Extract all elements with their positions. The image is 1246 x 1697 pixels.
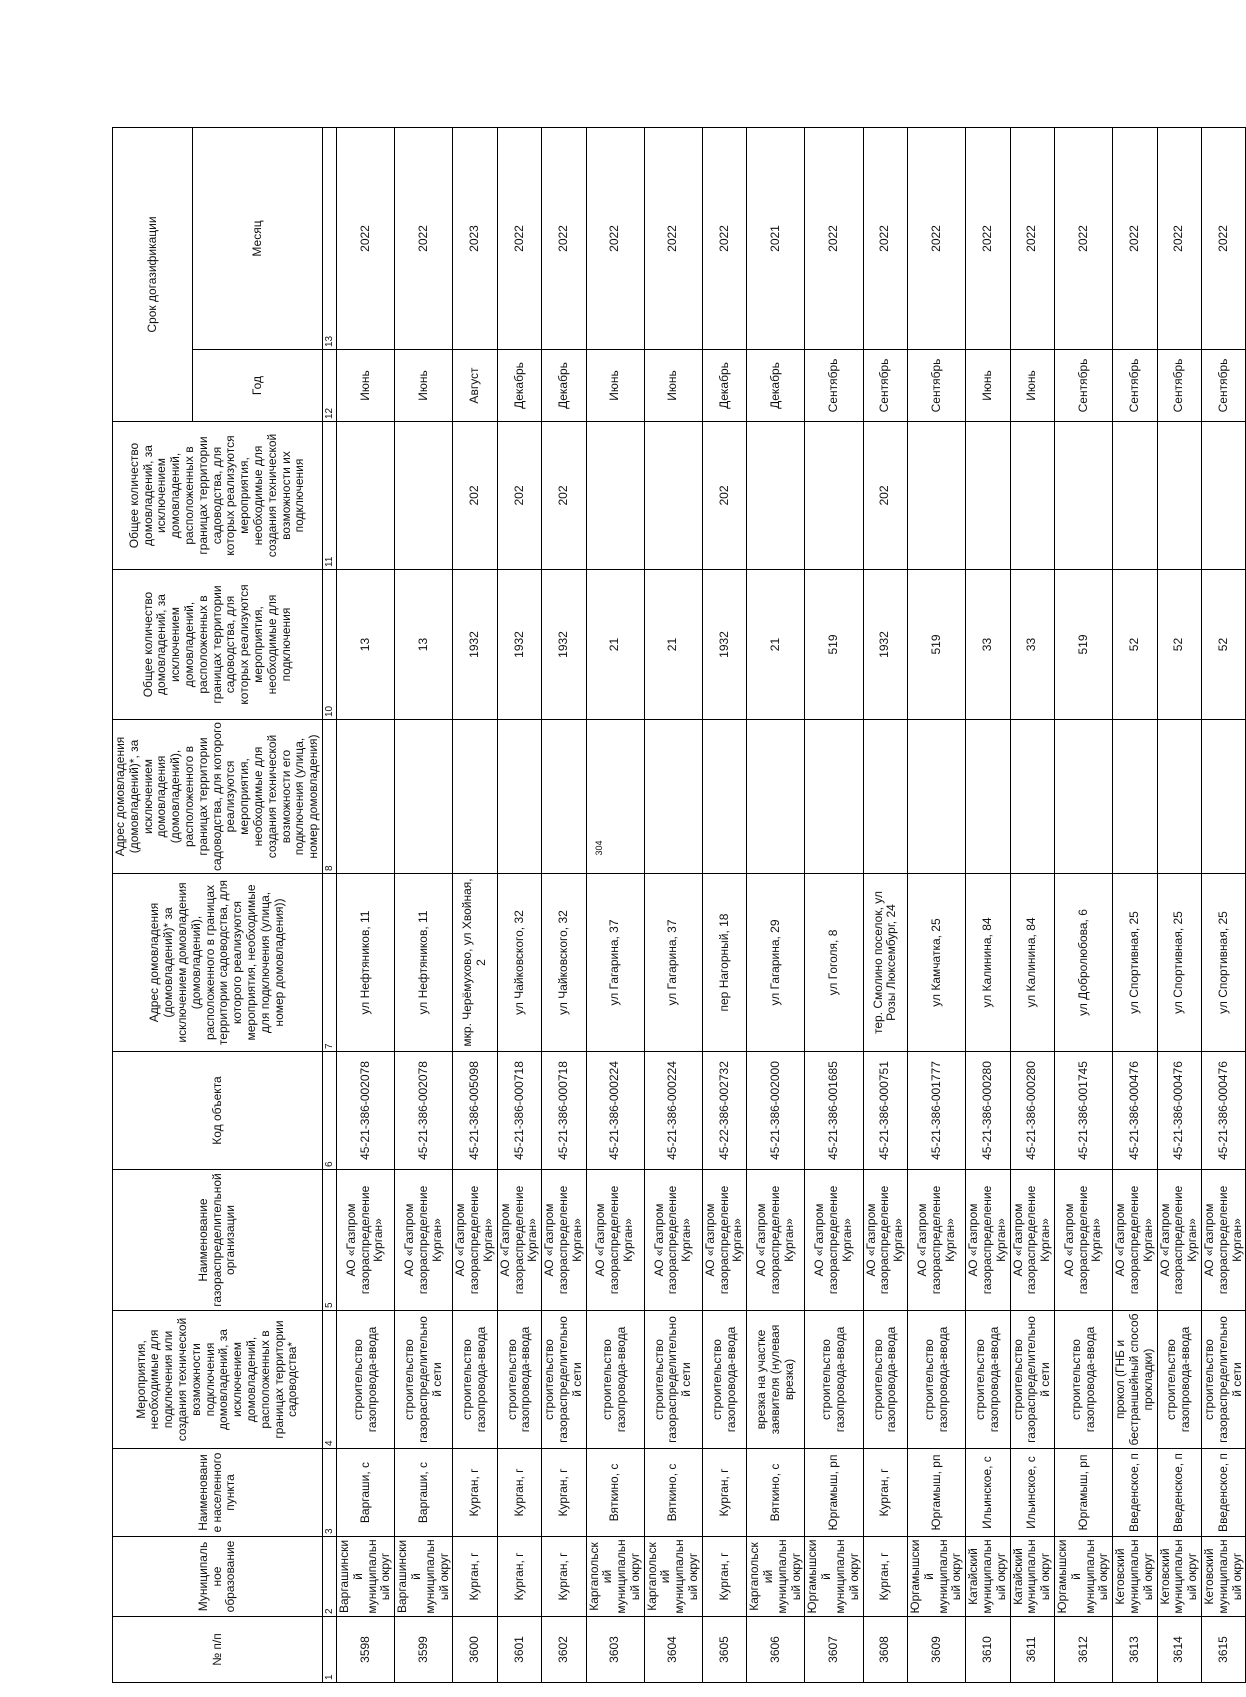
measure-cell: строительство газопровода-ввода bbox=[497, 1311, 541, 1449]
row-number: 3605 bbox=[702, 1617, 746, 1683]
column-number: 2 bbox=[322, 1537, 336, 1617]
year-cell: Сентябрь bbox=[908, 350, 966, 422]
row-number: 3606 bbox=[747, 1617, 805, 1683]
gas-org-cell: АО «Газпром газораспределение Курган» bbox=[586, 1170, 644, 1311]
month-cell: 2022 bbox=[1201, 128, 1245, 350]
municipality-cell: Варгашинский муниципальный округ bbox=[336, 1537, 394, 1617]
gas-org-cell: АО «Газпром газораспределение Курган» bbox=[336, 1170, 394, 1311]
year-cell: Июнь bbox=[1010, 350, 1054, 422]
address-capability-cell bbox=[586, 720, 644, 874]
address-capability-cell bbox=[1201, 720, 1245, 874]
column-number: 8 bbox=[322, 720, 336, 874]
year-cell: Июнь bbox=[644, 350, 702, 422]
address-capability-cell bbox=[805, 720, 863, 874]
header-address-connection: Адрес домовладения (домовладений)* за исключением домовладения (домовладений), расположенного в границах территории садоводства, для которого реализуются мероприятия, необходимые для подключения (улица, номер домовладения)) bbox=[113, 874, 323, 1052]
municipality-cell: Каргапольский муниципальный округ bbox=[747, 1537, 805, 1617]
year-cell: Июнь bbox=[586, 350, 644, 422]
address-capability-cell bbox=[966, 720, 1010, 874]
address-connection-cell: ул Спортивная, 25 bbox=[1113, 874, 1157, 1052]
object-code-cell: 45-22-386-002732 bbox=[702, 1052, 746, 1170]
month-cell: 2022 bbox=[336, 128, 394, 350]
address-capability-cell bbox=[863, 720, 907, 874]
header-total-capability: Общее количество домовладений, за исключением домовладений, расположенных в границах территории садоводства, для которых реализуются мероприятия, необходимые для создания технической возможности их подключения bbox=[113, 422, 323, 570]
header-month: Месяц bbox=[192, 128, 322, 350]
header-gas-org: Наименование газораспределительной организации bbox=[113, 1170, 323, 1311]
object-code-cell: 45-21-386-001745 bbox=[1055, 1052, 1113, 1170]
address-connection-cell: ул Камчатка, 25 bbox=[908, 874, 966, 1052]
address-connection-cell: тер. Смолино поселок, ул Розы Люксембург, 24 bbox=[863, 874, 907, 1052]
month-cell: 2022 bbox=[395, 128, 453, 350]
settlement-cell: Варгаши, с bbox=[395, 1449, 453, 1537]
municipality-cell: Курган, г bbox=[453, 1537, 497, 1617]
total-connection-cell: 1932 bbox=[453, 570, 497, 720]
column-number: 13 bbox=[322, 128, 336, 350]
row-number: 3615 bbox=[1201, 1617, 1245, 1683]
settlement-cell: Введенское, п bbox=[1157, 1449, 1201, 1537]
gas-org-cell: АО «Газпром газораспределение Курган» bbox=[644, 1170, 702, 1311]
municipality-cell: Каргапольский муниципальный округ bbox=[644, 1537, 702, 1617]
gas-org-cell: АО «Газпром газораспределение Курган» bbox=[1201, 1170, 1245, 1311]
row-number: 3609 bbox=[908, 1617, 966, 1683]
measure-cell: строительство газопровода-ввода bbox=[453, 1311, 497, 1449]
total-capability-cell bbox=[1055, 422, 1113, 570]
total-connection-cell: 21 bbox=[747, 570, 805, 720]
month-cell: 2022 bbox=[1113, 128, 1157, 350]
address-connection-cell: мкр. Черёмухово, ул Хвойная, 2 bbox=[453, 874, 497, 1052]
header-object-code: Код объекта bbox=[113, 1052, 323, 1170]
table-row bbox=[644, 128, 702, 1683]
address-capability-cell bbox=[747, 720, 805, 874]
month-cell: 2022 bbox=[863, 128, 907, 350]
table-row bbox=[908, 128, 966, 1683]
address-connection-cell: ул Спортивная, 25 bbox=[1201, 874, 1245, 1052]
address-connection-cell: ул Нефтяников, 11 bbox=[395, 874, 453, 1052]
total-connection-cell: 1932 bbox=[863, 570, 907, 720]
settlement-cell: Ильинское, с bbox=[1010, 1449, 1054, 1537]
address-connection-cell: ул Чайковского, 32 bbox=[497, 874, 541, 1052]
object-code-cell: 45-21-386-002000 bbox=[747, 1052, 805, 1170]
row-number: 3603 bbox=[586, 1617, 644, 1683]
table-row bbox=[747, 128, 805, 1683]
total-connection-cell: 52 bbox=[1113, 570, 1157, 720]
total-capability-cell bbox=[1157, 422, 1201, 570]
settlement-cell: Юргамыш, рп bbox=[1055, 1449, 1113, 1537]
total-capability-cell bbox=[805, 422, 863, 570]
row-number: 3610 bbox=[966, 1617, 1010, 1683]
table-row bbox=[395, 128, 453, 1683]
month-cell: 2022 bbox=[966, 128, 1010, 350]
year-cell: Декабрь bbox=[702, 350, 746, 422]
settlement-cell: Юргамыш, рп bbox=[805, 1449, 863, 1537]
measure-cell: строительство газораспределительной сети bbox=[395, 1311, 453, 1449]
header-num: № п/п bbox=[113, 1617, 323, 1683]
object-code-cell: 45-21-386-001685 bbox=[805, 1052, 863, 1170]
total-connection-cell: 1932 bbox=[497, 570, 541, 720]
measure-cell: строительство газораспределительной сети bbox=[542, 1311, 586, 1449]
object-code-cell: 45-21-386-000476 bbox=[1113, 1052, 1157, 1170]
object-code-cell: 45-21-386-000224 bbox=[586, 1052, 644, 1170]
municipality-cell: Курган, г bbox=[702, 1537, 746, 1617]
header-municipality: Муниципальное образование bbox=[113, 1537, 323, 1617]
object-code-cell: 45-21-386-000718 bbox=[542, 1052, 586, 1170]
measure-cell: прокол (ГНБ и бестраншейный способ прокладки) bbox=[1113, 1311, 1157, 1449]
header-total-connection: Общее количество домовладений, за исключением домовладений, расположенных в границах территории садоводства, для которых реализуются мероприятия, необходимые для подключения bbox=[113, 570, 323, 720]
header-address-capability: Адрес домовладения (домовладений)*, за исключением домовладения (домовладений), расположенного в границах территории садоводства, для которого реализуются мероприятия, необходимые для создания технической возможности его подключения (улица, номер домовладения) bbox=[113, 720, 323, 874]
column-number: 11 bbox=[322, 422, 336, 570]
header-deadline: Срок догазификации bbox=[113, 128, 193, 422]
address-connection-cell: ул Нефтяников, 11 bbox=[336, 874, 394, 1052]
total-capability-cell bbox=[908, 422, 966, 570]
table-row bbox=[497, 128, 541, 1683]
row-number: 3604 bbox=[644, 1617, 702, 1683]
address-capability-cell bbox=[1157, 720, 1201, 874]
total-capability-cell bbox=[1113, 422, 1157, 570]
row-number: 3602 bbox=[542, 1617, 586, 1683]
header-settlement: Наименование населенного пункта bbox=[113, 1449, 323, 1537]
total-connection-cell: 1932 bbox=[542, 570, 586, 720]
column-number: 5 bbox=[322, 1170, 336, 1311]
total-connection-cell: 21 bbox=[644, 570, 702, 720]
row-number: 3611 bbox=[1010, 1617, 1054, 1683]
settlement-cell: Курган, г bbox=[453, 1449, 497, 1537]
table-row bbox=[805, 128, 863, 1683]
total-connection-cell: 13 bbox=[395, 570, 453, 720]
settlement-cell: Курган, г bbox=[702, 1449, 746, 1537]
address-connection-cell: ул Гагарина, 37 bbox=[586, 874, 644, 1052]
total-capability-cell bbox=[644, 422, 702, 570]
year-cell: Сентябрь bbox=[1113, 350, 1157, 422]
municipality-cell: Курган, г bbox=[497, 1537, 541, 1617]
settlement-cell: Введенское, п bbox=[1201, 1449, 1245, 1537]
year-cell: Сентябрь bbox=[863, 350, 907, 422]
settlement-cell: Вяткино, с bbox=[747, 1449, 805, 1537]
measure-cell: строительство газораспределительной сети bbox=[1201, 1311, 1245, 1449]
total-capability-cell bbox=[966, 422, 1010, 570]
measure-cell: строительство газопровода-ввода bbox=[1055, 1311, 1113, 1449]
year-cell: Декабрь bbox=[497, 350, 541, 422]
gas-org-cell: АО «Газпром газораспределение Курган» bbox=[863, 1170, 907, 1311]
measure-cell: строительство газопровода-ввода bbox=[702, 1311, 746, 1449]
address-connection-cell: ул Чайковского, 32 bbox=[542, 874, 586, 1052]
year-cell: Декабрь bbox=[542, 350, 586, 422]
total-capability-cell: 202 bbox=[702, 422, 746, 570]
table-row bbox=[453, 128, 497, 1683]
gas-org-cell: АО «Газпром газораспределение Курган» bbox=[497, 1170, 541, 1311]
address-connection-cell: ул Калинина, 84 bbox=[966, 874, 1010, 1052]
object-code-cell: 45-21-386-000224 bbox=[644, 1052, 702, 1170]
column-number-row bbox=[322, 128, 336, 1683]
total-capability-cell: 202 bbox=[863, 422, 907, 570]
address-capability-cell bbox=[702, 720, 746, 874]
year-cell: Сентябрь bbox=[805, 350, 863, 422]
settlement-cell: Введенское, п bbox=[1113, 1449, 1157, 1537]
row-number: 3598 bbox=[336, 1617, 394, 1683]
settlement-cell: Юргамыш, рп bbox=[908, 1449, 966, 1537]
municipality-cell: Катайский муниципальный округ bbox=[966, 1537, 1010, 1617]
gas-org-cell: АО «Газпром газораспределение Курган» bbox=[966, 1170, 1010, 1311]
municipality-cell: Юргамышский муниципальный округ bbox=[805, 1537, 863, 1617]
object-code-cell: 45-21-386-005098 bbox=[453, 1052, 497, 1170]
gas-org-cell: АО «Газпром газораспределение Курган» bbox=[805, 1170, 863, 1311]
total-connection-cell: 21 bbox=[586, 570, 644, 720]
settlement-cell: Варгаши, с bbox=[336, 1449, 394, 1537]
address-connection-cell: ул Калинина, 84 bbox=[1010, 874, 1054, 1052]
total-capability-cell bbox=[1201, 422, 1245, 570]
address-capability-cell bbox=[644, 720, 702, 874]
settlement-cell: Курган, г bbox=[497, 1449, 541, 1537]
row-number: 3601 bbox=[497, 1617, 541, 1683]
year-cell: Сентябрь bbox=[1157, 350, 1201, 422]
month-cell: 2023 bbox=[453, 128, 497, 350]
settlement-cell: Курган, г bbox=[863, 1449, 907, 1537]
table-row bbox=[586, 128, 644, 1683]
table-row bbox=[542, 128, 586, 1683]
total-connection-cell: 33 bbox=[1010, 570, 1054, 720]
year-cell: Сентябрь bbox=[1055, 350, 1113, 422]
column-number: 3 bbox=[322, 1449, 336, 1537]
municipality-cell: Катайский муниципальный округ bbox=[1010, 1537, 1054, 1617]
municipality-cell: Юргамышский муниципальный округ bbox=[1055, 1537, 1113, 1617]
measure-cell: строительство газораспределительной сети bbox=[1010, 1311, 1054, 1449]
month-cell: 2022 bbox=[497, 128, 541, 350]
gas-org-cell: АО «Газпром газораспределение Курган» bbox=[1055, 1170, 1113, 1311]
row-number: 3608 bbox=[863, 1617, 907, 1683]
municipality-cell: Кетовский муниципальный округ bbox=[1201, 1537, 1245, 1617]
month-cell: 2022 bbox=[805, 128, 863, 350]
gas-org-cell: АО «Газпром газораспределение Курган» bbox=[453, 1170, 497, 1311]
year-cell: Июнь bbox=[395, 350, 453, 422]
year-cell: Сентябрь bbox=[1201, 350, 1245, 422]
settlement-cell: Вяткино, с bbox=[644, 1449, 702, 1537]
municipality-cell: Курган, г bbox=[863, 1537, 907, 1617]
total-capability-cell: 202 bbox=[542, 422, 586, 570]
measure-cell: врезка на участке заявителя (нулевая врезка) bbox=[747, 1311, 805, 1449]
address-capability-cell bbox=[1055, 720, 1113, 874]
total-capability-cell bbox=[395, 422, 453, 570]
measure-cell: строительство газораспределительной сети bbox=[644, 1311, 702, 1449]
column-number: 7 bbox=[322, 874, 336, 1052]
settlement-cell: Ильинское, с bbox=[966, 1449, 1010, 1537]
month-cell: 2022 bbox=[1157, 128, 1201, 350]
measure-cell: строительство газопровода-ввода bbox=[805, 1311, 863, 1449]
object-code-cell: 45-21-386-000476 bbox=[1201, 1052, 1245, 1170]
settlement-cell: Вяткино, с bbox=[586, 1449, 644, 1537]
table-row bbox=[1201, 128, 1245, 1683]
table-row bbox=[1157, 128, 1201, 1683]
row-number: 3600 bbox=[453, 1617, 497, 1683]
object-code-cell: 45-21-386-001777 bbox=[908, 1052, 966, 1170]
month-cell: 2022 bbox=[644, 128, 702, 350]
month-cell: 2022 bbox=[586, 128, 644, 350]
month-cell: 2022 bbox=[1010, 128, 1054, 350]
municipality-cell: Юргамышский муниципальный округ bbox=[908, 1537, 966, 1617]
gas-org-cell: АО «Газпром газораспределение Курган» bbox=[747, 1170, 805, 1311]
address-connection-cell: ул Гагарина, 37 bbox=[644, 874, 702, 1052]
object-code-cell: 45-21-386-000718 bbox=[497, 1052, 541, 1170]
month-cell: 2022 bbox=[542, 128, 586, 350]
month-cell: 2022 bbox=[1055, 128, 1113, 350]
total-connection-cell: 519 bbox=[1055, 570, 1113, 720]
column-number: 10 bbox=[322, 570, 336, 720]
total-capability-cell bbox=[586, 422, 644, 570]
column-number: 12 bbox=[322, 350, 336, 422]
column-number: 1 bbox=[322, 1617, 336, 1683]
total-connection-cell: 13 bbox=[336, 570, 394, 720]
municipality-cell: Кетовский муниципальный округ bbox=[1157, 1537, 1201, 1617]
row-number: 3614 bbox=[1157, 1617, 1201, 1683]
table-row bbox=[966, 128, 1010, 1683]
gas-org-cell: АО «Газпром газораспределение Курган» bbox=[908, 1170, 966, 1311]
total-capability-cell bbox=[336, 422, 394, 570]
gas-org-cell: АО «Газпром газораспределение Курган» bbox=[1113, 1170, 1157, 1311]
table-row bbox=[863, 128, 907, 1683]
table-row bbox=[702, 128, 746, 1683]
settlement-cell: Курган, г bbox=[542, 1449, 586, 1537]
measure-cell: строительство газопровода-ввода bbox=[966, 1311, 1010, 1449]
measure-cell: строительство газопровода-ввода bbox=[586, 1311, 644, 1449]
gasification-table bbox=[112, 127, 1246, 1683]
year-cell: Декабрь bbox=[747, 350, 805, 422]
table-row bbox=[1113, 128, 1157, 1683]
gas-org-cell: АО «Газпром газораспределение Курган» bbox=[1010, 1170, 1054, 1311]
gas-org-cell: АО «Газпром газораспределение Курган» bbox=[542, 1170, 586, 1311]
municipality-cell: Каргапольский муниципальный округ bbox=[586, 1537, 644, 1617]
column-number: 6 bbox=[322, 1052, 336, 1170]
address-connection-cell: ул Гагарина, 29 bbox=[747, 874, 805, 1052]
total-connection-cell: 519 bbox=[805, 570, 863, 720]
total-capability-cell: 202 bbox=[453, 422, 497, 570]
month-cell: 2022 bbox=[908, 128, 966, 350]
total-capability-cell bbox=[1010, 422, 1054, 570]
address-capability-cell bbox=[395, 720, 453, 874]
address-connection-cell: ул Добролюбова, 6 bbox=[1055, 874, 1113, 1052]
municipality-cell: Варгашинский муниципальный округ bbox=[395, 1537, 453, 1617]
address-capability-cell bbox=[497, 720, 541, 874]
year-cell: Июнь bbox=[966, 350, 1010, 422]
header-year: Год bbox=[192, 350, 322, 422]
total-connection-cell: 519 bbox=[908, 570, 966, 720]
address-connection-cell: ул Спортивная, 25 bbox=[1157, 874, 1201, 1052]
gas-org-cell: АО «Газпром газораспределение Курган» bbox=[1157, 1170, 1201, 1311]
gas-org-cell: АО «Газпром газораспределение Курган» bbox=[395, 1170, 453, 1311]
address-capability-cell bbox=[1113, 720, 1157, 874]
rotated-table-container bbox=[112, 128, 1244, 1683]
row-number: 3612 bbox=[1055, 1617, 1113, 1683]
month-cell: 2021 bbox=[747, 128, 805, 350]
object-code-cell: 45-21-386-002078 bbox=[336, 1052, 394, 1170]
address-capability-cell bbox=[908, 720, 966, 874]
row-number: 3613 bbox=[1113, 1617, 1157, 1683]
address-connection-cell: ул Гоголя, 8 bbox=[805, 874, 863, 1052]
address-capability-cell bbox=[453, 720, 497, 874]
measure-cell: строительство газопровода-ввода bbox=[908, 1311, 966, 1449]
table-row bbox=[1055, 128, 1113, 1683]
gas-org-cell: АО «Газпром газораспределение Курган» bbox=[702, 1170, 746, 1311]
column-number: 4 bbox=[322, 1311, 336, 1449]
object-code-cell: 45-21-386-002078 bbox=[395, 1052, 453, 1170]
total-capability-cell bbox=[747, 422, 805, 570]
month-cell: 2022 bbox=[702, 128, 746, 350]
row-number: 3599 bbox=[395, 1617, 453, 1683]
object-code-cell: 45-21-386-000280 bbox=[966, 1052, 1010, 1170]
measure-cell: строительство газопровода-ввода bbox=[336, 1311, 394, 1449]
total-capability-cell: 202 bbox=[497, 422, 541, 570]
year-cell: Август bbox=[453, 350, 497, 422]
total-connection-cell: 1932 bbox=[702, 570, 746, 720]
address-capability-cell bbox=[542, 720, 586, 874]
municipality-cell: Кетовский муниципальный округ bbox=[1113, 1537, 1157, 1617]
table-row bbox=[336, 128, 394, 1683]
year-cell: Июнь bbox=[336, 350, 394, 422]
row-number: 3607 bbox=[805, 1617, 863, 1683]
measure-cell: строительство газопровода-ввода bbox=[1157, 1311, 1201, 1449]
total-connection-cell: 52 bbox=[1157, 570, 1201, 720]
address-capability-cell bbox=[336, 720, 394, 874]
total-connection-cell: 52 bbox=[1201, 570, 1245, 720]
table-row bbox=[1010, 128, 1054, 1683]
header-measures: Мероприятия, необходимые для подключения или создания технической возможности подключения домовладений, за исключением домовладений, расположенных в границах территории садоводства* bbox=[113, 1311, 323, 1449]
object-code-cell: 45-21-386-000280 bbox=[1010, 1052, 1054, 1170]
page-number: 304 bbox=[594, 840, 604, 856]
municipality-cell: Курган, г bbox=[542, 1537, 586, 1617]
object-code-cell: 45-21-386-000751 bbox=[863, 1052, 907, 1170]
total-connection-cell: 33 bbox=[966, 570, 1010, 720]
address-capability-cell bbox=[1010, 720, 1054, 874]
address-connection-cell: пер Нагорный, 18 bbox=[702, 874, 746, 1052]
measure-cell: строительство газопровода-ввода bbox=[863, 1311, 907, 1449]
object-code-cell: 45-21-386-000476 bbox=[1157, 1052, 1201, 1170]
